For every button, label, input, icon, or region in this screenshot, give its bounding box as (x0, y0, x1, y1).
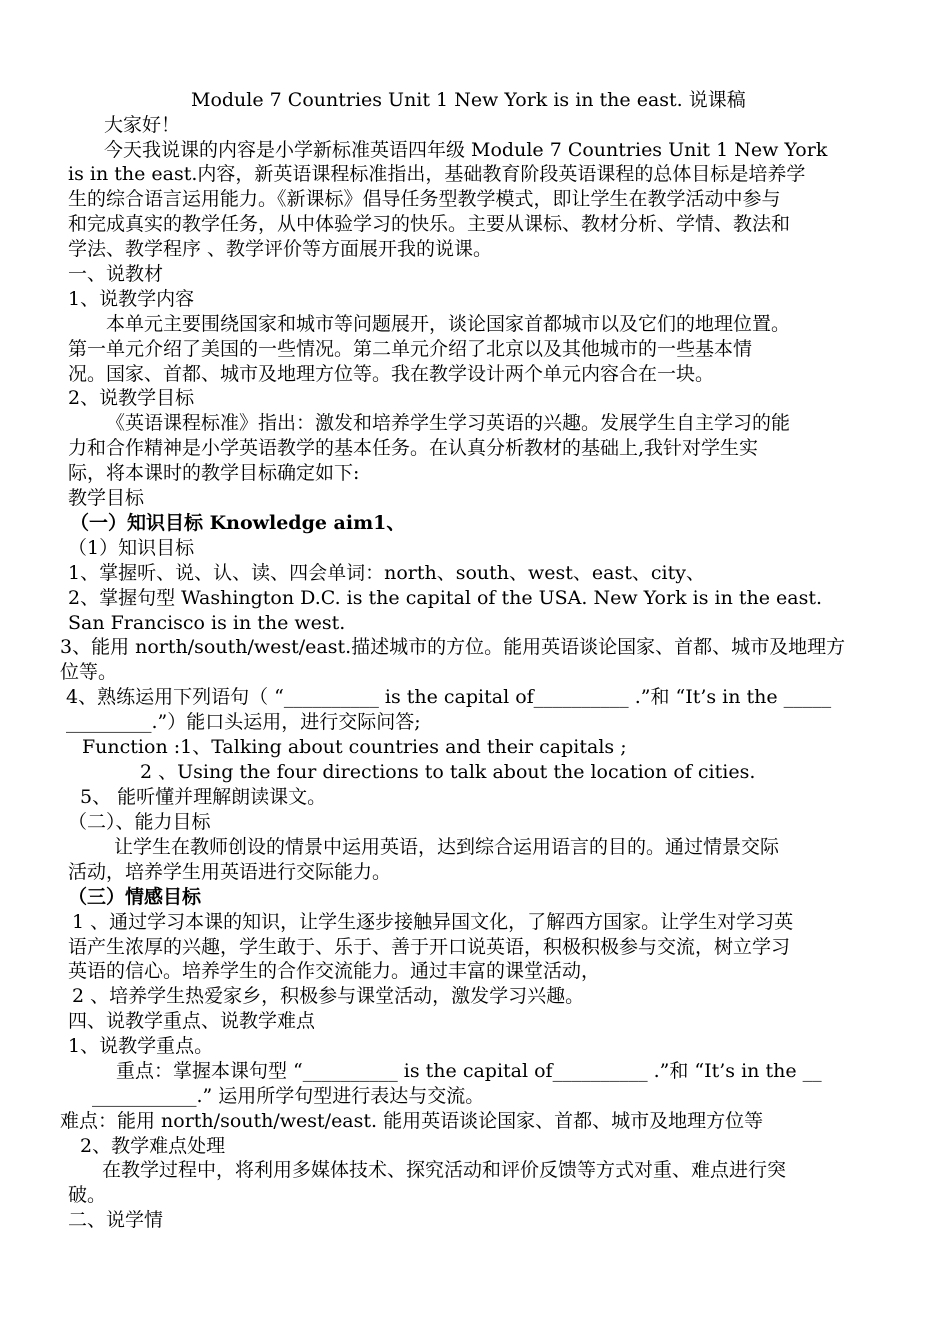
text-line: 今天我说课的内容是小学新标准英语四年级 Module 7 Countries Unit 1 New York (104, 139, 828, 161)
section-heading: 一、说教材 (68, 263, 164, 285)
section-heading: 二、说学情 (68, 1209, 164, 1231)
text-line: 第一单元介绍了美国的一些情况。第二单元介绍了北京以及其他城市的一些基本情 (68, 338, 753, 360)
list-item: 1 、通过学习本课的知识，让学生逐步接触异国文化，了解西方国家。让学生对学习英 (72, 911, 794, 933)
text-line: 活动，培养学生用英语进行交际能力。 (68, 861, 392, 883)
difficulty-line: 难点：能用 north/south/west/east. 能用英语谈论国家、首都、城市及地理方位等 (60, 1110, 764, 1132)
function-line: 2 、Using the four directions to talk about the location of cities. (140, 761, 756, 783)
text-line: ___________.” 运用所学句型进行表达与交流。 (92, 1085, 485, 1107)
list-item: 5、 能听懂并理解朗读课文。 (80, 786, 327, 808)
text-line: 际，将本课时的教学目标确定如下: (68, 462, 360, 484)
knowledge-aim-heading: （一）知识目标 Knowledge aim1、 (70, 512, 406, 534)
text-line: 和完成真实的教学任务，从中体验学习的快乐。主要从课标、教材分析、学情、教法和 (68, 213, 791, 235)
text-line: 破。 (68, 1184, 107, 1206)
subsection-heading: 2、说教学目标 (68, 387, 195, 409)
text-line: 让学生在教师创设的情景中运用英语，达到综合运用语言的目的。通过情景交际 (114, 836, 780, 858)
document-title: Module 7 Countries Unit 1 New York is in the east. 说课稿 (191, 89, 746, 111)
emotion-aim-heading: （三）情感目标 (68, 886, 202, 908)
list-item: 2 、培养学生热爱家乡，积极参与课堂活动，激发学习兴趣。 (72, 985, 585, 1007)
text-line: is in the east.内容，新英语课程标准指出，基础教育阶段英语课程的总体目标是培养学 (68, 163, 806, 185)
list-item: 1、掌握听、说、认、读、四会单词：north、south、west、east、city、 (68, 562, 705, 584)
list-item: 2、掌握句型 Washington D.C. is the capital of the USA. New York is in the east. (68, 587, 822, 609)
function-line: Function :1、Talking about countries and their capitals ; (82, 736, 627, 758)
subsection-heading: （二）、能力目标 (68, 811, 211, 833)
text-line: 生的综合语言运用能力。《新课标》倡导任务型教学模式，即让学生在教学活动中参与 (68, 188, 781, 210)
text-line: 本单元主要围绕国家和城市等问题展开，谈论国家首都城市以及它们的地理位置。 (106, 313, 791, 335)
greeting-line: 大家好！ (104, 114, 181, 136)
subsection-heading: 1、说教学内容 (68, 288, 195, 310)
text-line: 况。国家、首都、城市及地理方位等。我在教学设计两个单元内容合在一块。 (68, 363, 715, 385)
list-item: 4、熟练运用下列语句（ “__________ is the capital of__________ .”和 “It’s in the _____ (66, 686, 832, 708)
text-line: 在教学过程中，将利用多媒体技术、探究活动和评价反馈等方式对重、难点进行突 (102, 1159, 787, 1181)
text-line: San Francisco is in the west. (68, 612, 346, 634)
text-line: 力和合作精神是小学英语教学的基本任务。在认真分析教材的基础上,我针对学生实 (68, 437, 759, 459)
subsection-heading: 2、教学难点处理 (80, 1135, 226, 1157)
subsection-heading: 1、说教学重点。 (68, 1035, 214, 1057)
text-line: 《英语课程标准》指出：激发和培养学生学习英语的兴趣。发展学生自主学习的能 (106, 412, 791, 434)
subsection-heading: （1）知识目标 (68, 537, 195, 559)
subsection-heading: 教学目标 (68, 487, 145, 509)
list-item: 3、能用 north/south/west/east.描述城市的方位。能用英语谈论国家、首都、城市及地理方 (60, 636, 846, 658)
text-line: 位等。 (60, 661, 118, 683)
text-line: _________.”）能口头运用，进行交际问答; (66, 711, 421, 733)
text-line: 英语的信心。培养学生的合作交流能力。通过丰富的课堂活动， (68, 960, 601, 982)
section-heading: 四、说教学重点、说教学难点 (68, 1010, 316, 1032)
text-line: 语产生浓厚的兴趣，学生敢于、乐于、善于开口说英语，积极积极参与交流，树立学习 (68, 936, 791, 958)
text-line: 学法、教学程序 、教学评价等方面展开我的说课。 (68, 238, 493, 260)
key-point-line: 重点：掌握本课句型 “__________ is the capital of__________ .”和 “It’s in the __ (116, 1060, 822, 1082)
